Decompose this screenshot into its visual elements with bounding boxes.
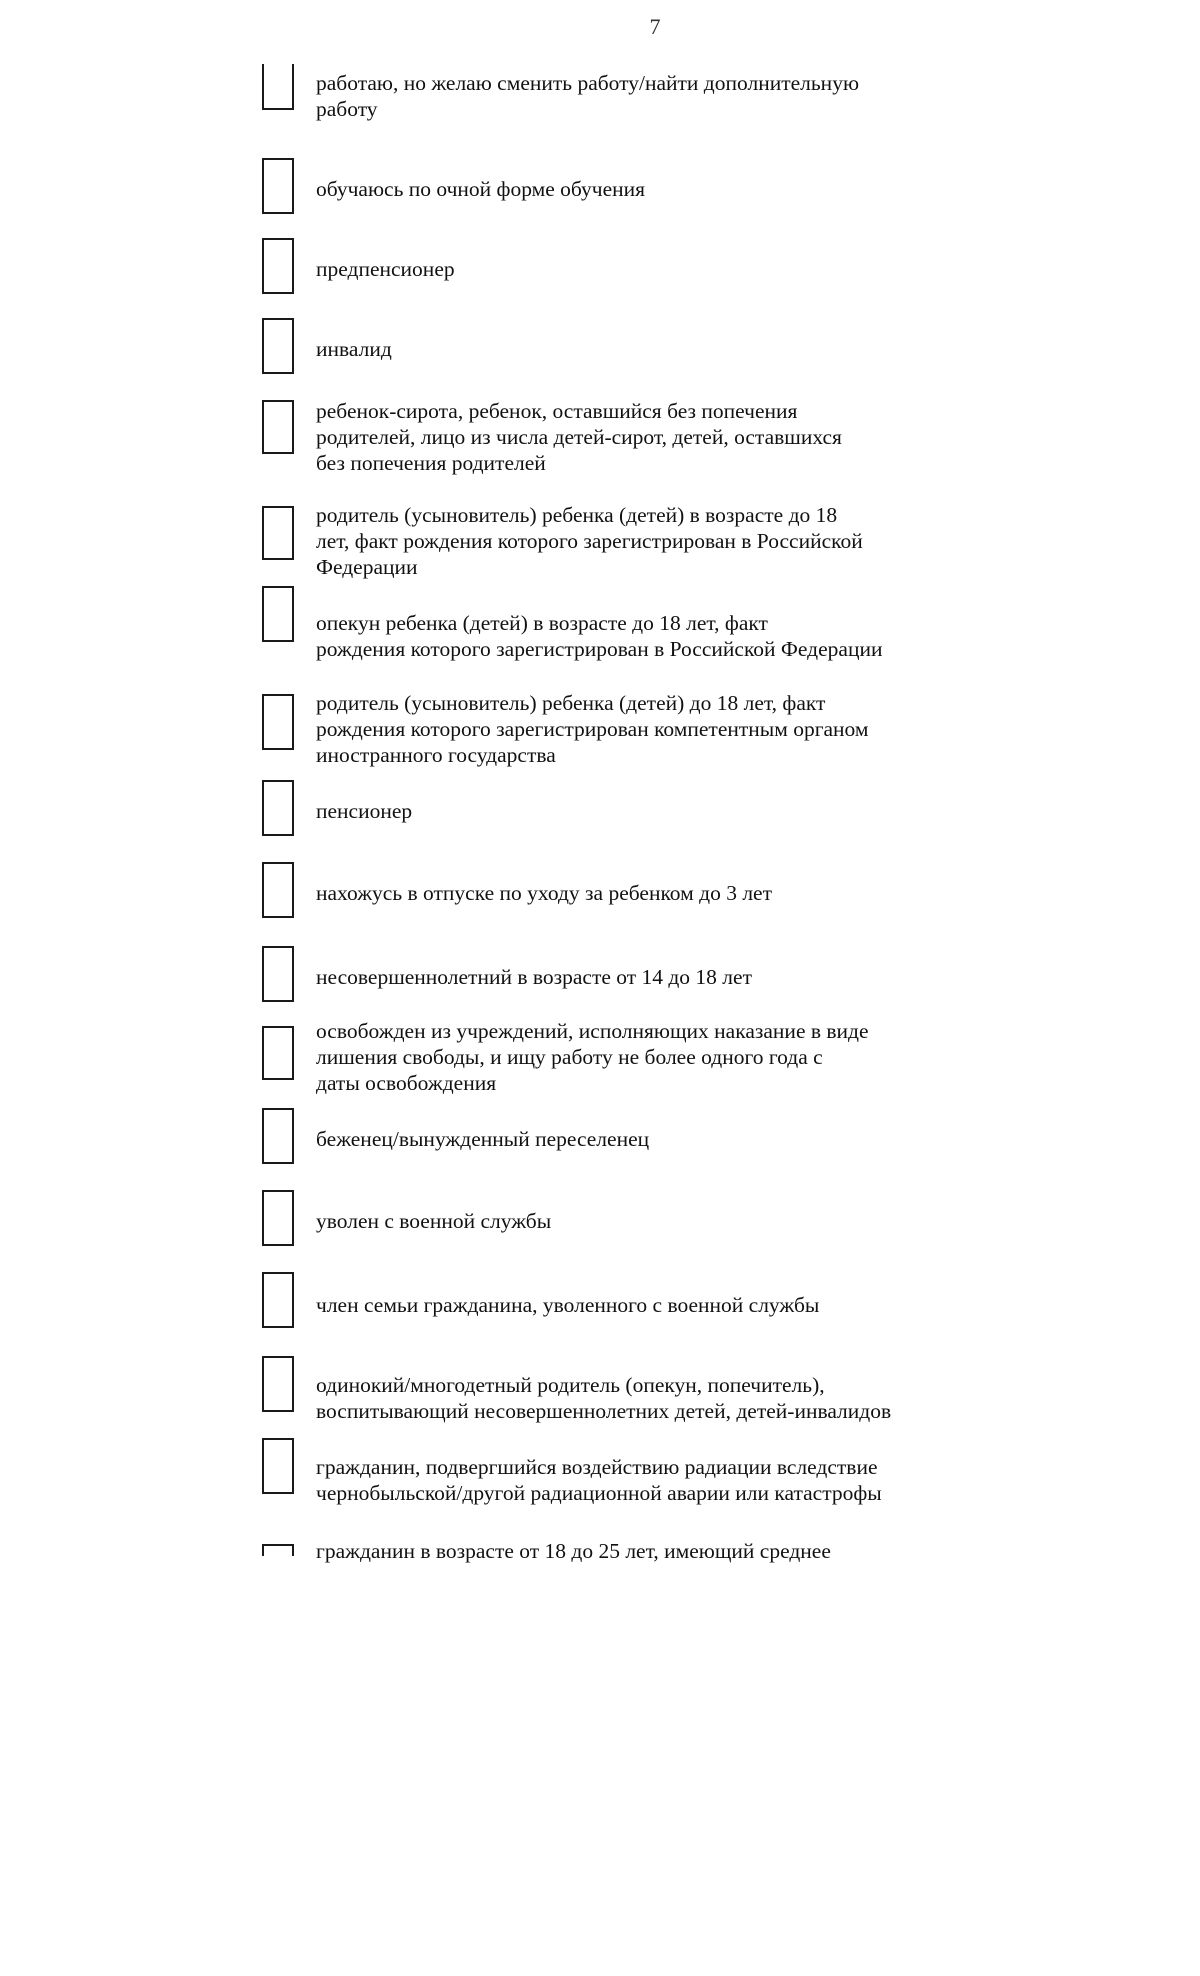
option-checkbox[interactable]: [262, 64, 294, 110]
option-label: беженец/вынужденный переселенец: [316, 1127, 650, 1151]
option-checkbox[interactable]: [262, 1026, 294, 1080]
option-label: ребенок-сирота, ребенок, оставшийся без попечения родителей, лицо из числа детей-сирот, детей, оставшихся без попечения родителей: [316, 399, 842, 475]
option-checkbox[interactable]: [262, 1190, 294, 1246]
page-number: 7: [649, 14, 661, 39]
option-label: работаю, но желаю сменить работу/найти дополнительную работу: [316, 71, 860, 121]
option-label: предпенсионер: [316, 257, 455, 281]
option-checkbox[interactable]: [262, 1108, 294, 1164]
option-label: уволен с военной службы: [316, 1209, 552, 1233]
option-checkbox[interactable]: [262, 1544, 294, 1556]
option-label: инвалид: [316, 337, 392, 361]
option-label: пенсионер: [316, 799, 413, 823]
option-checkbox[interactable]: [262, 400, 294, 454]
option-label: родитель (усыновитель) ребенка (детей) в возрасте до 18 лет, факт рождения которого зарегистрирован в Российской Федерации: [316, 503, 863, 579]
option-checkbox[interactable]: [262, 1356, 294, 1412]
option-checkbox[interactable]: [262, 238, 294, 294]
option-label: гражданин в возрасте от 18 до 25 лет, имеющий среднее: [316, 1539, 831, 1563]
option-label: обучаюсь по очной форме обучения: [316, 177, 646, 201]
option-checkbox[interactable]: [262, 946, 294, 1002]
option-label: одинокий/многодетный родитель (опекун, попечитель), воспитывающий несовершеннолетних детей, детей-инвалидов: [316, 1373, 892, 1423]
option-label: родитель (усыновитель) ребенка (детей) до 18 лет, факт рождения которого зарегистрирован компетентным органом иностранного государства: [316, 691, 869, 767]
option-label: опекун ребенка (детей) в возрасте до 18 лет, факт рождения которого зарегистрирован в Российской Федерации: [316, 611, 883, 661]
option-checkbox[interactable]: [262, 318, 294, 374]
option-checkbox[interactable]: [262, 586, 294, 642]
option-checkbox[interactable]: [262, 506, 294, 560]
option-checkbox[interactable]: [262, 1272, 294, 1328]
option-label: член семьи гражданина, уволенного с военной службы: [316, 1293, 820, 1317]
option-label: освобожден из учреждений, исполняющих наказание в виде лишения свободы, и ищу работу не более одного года с даты освобождения: [316, 1019, 869, 1095]
option-checkbox[interactable]: [262, 862, 294, 918]
option-label: гражданин, подвергшийся воздействию радиации вследствие чернобыльской/другой радиационной аварии или катастрофы: [316, 1455, 882, 1505]
option-checkbox[interactable]: [262, 780, 294, 836]
option-label: несовершеннолетний в возрасте от 14 до 18 лет: [316, 965, 752, 989]
option-checkbox[interactable]: [262, 1438, 294, 1494]
option-label: нахожусь в отпуске по уходу за ребенком до 3 лет: [316, 881, 772, 905]
option-checkbox[interactable]: [262, 158, 294, 214]
option-checkbox[interactable]: [262, 694, 294, 750]
